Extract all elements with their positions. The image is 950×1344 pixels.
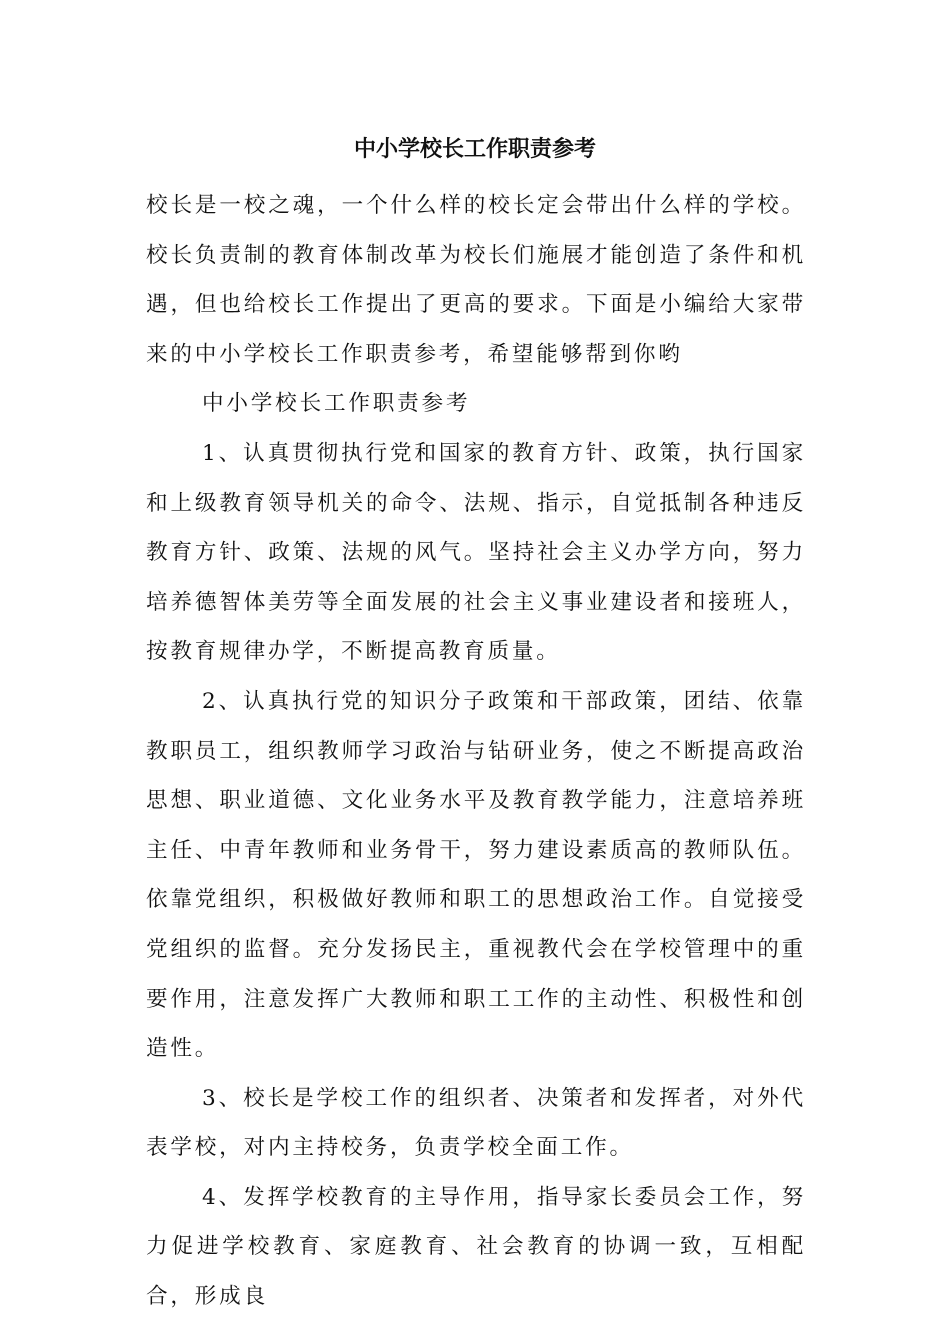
intro-paragraph: 校长是一校之魂，一个什么样的校长定会带出什么样的学校。校长负责制的教育体制改革为校长们施展才能创造了条件和机遇，但也给校长工作提出了更高的要求。下面是小编给大家带来的中小学校长工作职责参考，希望能够帮到你哟 xyxy=(146,193,806,367)
duty-item-1: 1、认真贯彻执行党和国家的教育方针、政策，执行国家和上级教育领导机关的命令、法规、指示，自觉抵制各种违反教育方针、政策、法规的风气。坚持社会主义办学方向，努力培养德智体美劳等全面发展的社会主义事业建设者和接班人，按教育规律办学，不断提高教育质量。 xyxy=(146,440,806,665)
section-heading: 中小学校长工作职责参考 xyxy=(202,391,471,417)
duty-item-4: 4、发挥学校教育的主导作用，指导家长委员会工作，努力促进学校教育、家庭教育、社会教育的协调一致，互相配合，形成良 xyxy=(146,1184,806,1310)
duty-item-2: 2、认真执行党的知识分子政策和干部政策，团结、依靠教职员工，组织教师学习政治与钻研业务，使之不断提高政治思想、职业道德、文化业务水平及教育教学能力，注意培养班主任、中青年教师和业务骨干，努力建设素质高的教师队伍。依靠党组织，积极做好教师和职工的思想政治工作。自觉接受党组织的监督。充分发扬民主，重视教代会在学校管理中的重要作用，注意发挥广大教师和职工工作的主动性、积极性和创造性。 xyxy=(146,688,806,1062)
document-body xyxy=(146,181,806,1322)
duty-item-3: 3、校长是学校工作的组织者、决策者和发挥者，对外代表学校，对内主持校务，负责学校全面工作。 xyxy=(146,1085,806,1161)
document-title: 中小学校长工作职责参考 xyxy=(353,137,596,162)
